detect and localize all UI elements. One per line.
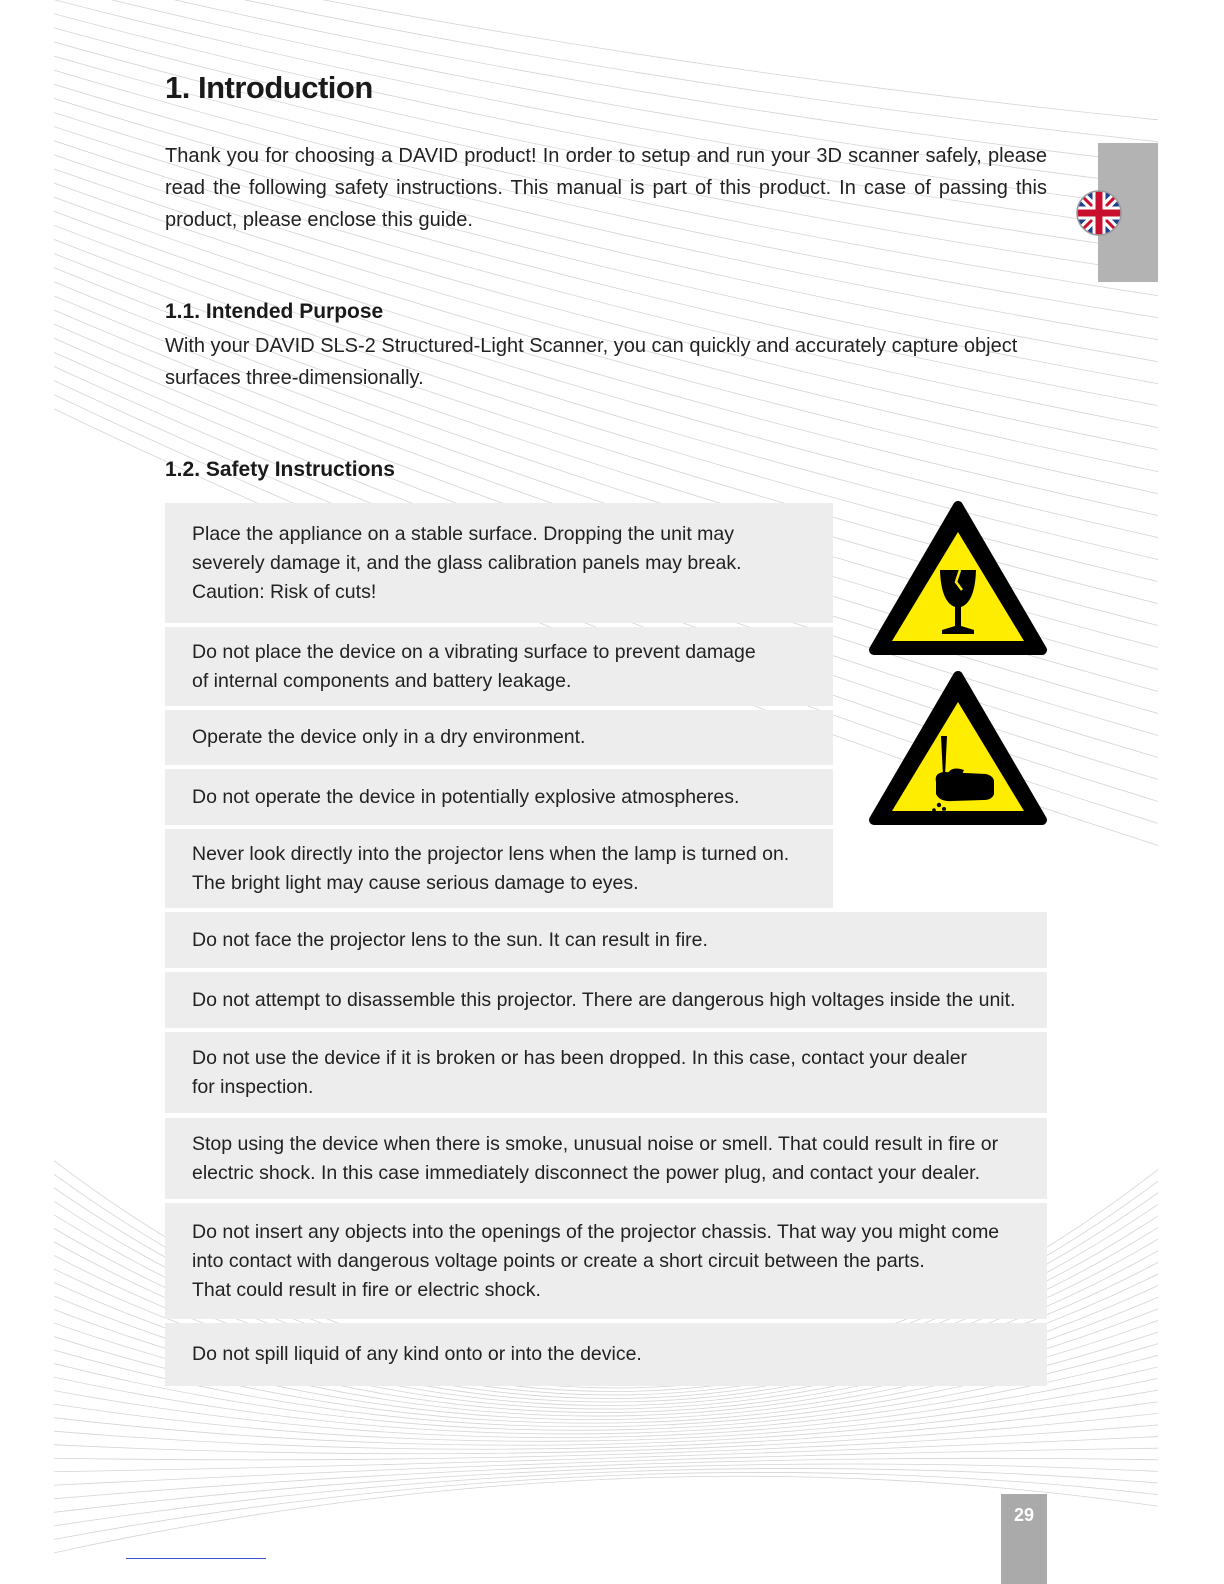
safety-item: Do not operate the device in potentially explosive atmospheres.	[165, 769, 833, 825]
safety-item: Do not place the device on a vibrating surface to prevent damage of internal components and battery leakage.	[165, 627, 833, 706]
safety-item: Place the appliance on a stable surface. Dropping the unit may severely damage it, and the glass calibration panels may break. Caution: Risk of cuts!	[165, 503, 833, 623]
safety-heading: 1.2. Safety Instructions	[165, 458, 395, 481]
intro-paragraph: Thank you for choosing a DAVID product! In order to setup and run your 3D scanner safely, please read the following safety instructions. This manual is part of this product. In case of passing this product, please enclose this guide.	[165, 145, 1047, 231]
safety-item: Do not use the device if it is broken or has been dropped. In this case, contact your dealer for inspection.	[165, 1032, 1047, 1113]
safety-item: Never look directly into the projector lens when the lamp is turned on. The bright light may cause serious damage to eyes.	[165, 829, 833, 908]
purpose-paragraph: With your DAVID SLS-2 Structured-Light Scanner, you can quickly and accurately capture object surfaces three-dimensionally.	[165, 335, 1018, 389]
purpose-heading: 1.1. Intended Purpose	[165, 300, 384, 323]
page-number: 29	[1013, 1505, 1035, 1525]
safety-item: Stop using the device when there is smoke, unusual noise or smell. That could result in fire or electric shock. In this case immediately disconnect the power plug, and contact your dealer.	[165, 1118, 1047, 1199]
page-title: 1. Introduction	[165, 70, 373, 105]
cut-hazard-warning-icon	[868, 670, 1048, 826]
footer-line	[126, 1558, 266, 1559]
safety-item: Do not attempt to disassemble this projector. There are dangerous high voltages inside the unit.	[165, 972, 1047, 1028]
fragile-warning-icon	[868, 500, 1048, 656]
safety-item: Do not insert any objects into the openings of the projector chassis. That way you might come into contact with dangerous voltage points or create a short circuit between the parts. That could result in fire or electric shock.	[165, 1203, 1047, 1319]
safety-item: Operate the device only in a dry environment.	[165, 710, 833, 765]
safety-item: Do not spill liquid of any kind onto or into the device.	[165, 1323, 1047, 1386]
uk-flag-icon	[1075, 189, 1123, 237]
safety-item: Do not face the projector lens to the sun. It can result in fire.	[165, 912, 1047, 968]
